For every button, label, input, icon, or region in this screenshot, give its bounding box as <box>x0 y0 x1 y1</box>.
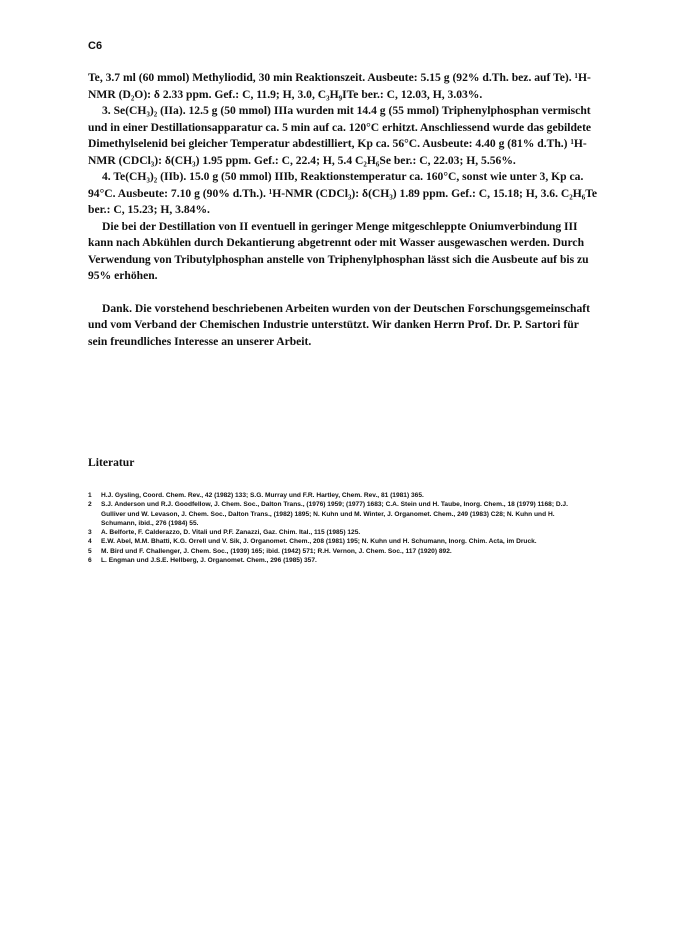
reference-number: 1 <box>88 492 92 499</box>
reference-item <box>88 556 588 565</box>
paragraph-continuation: Te, 3.7 ml (60 mmol) Methyliodid, 30 min Reaktionszeit. Ausbeute: 5.15 g (92% d.Th. bez. auf Te). ¹H-NMR (D₂O): δ 2.33 ppm. Gef.: C, 11.9; H, 3.0, C₃H₉ITe ber.: C, 12.03, H, 3.03%. <box>88 71 591 101</box>
reference-number: 2 <box>88 501 92 509</box>
reference-number: 5 <box>88 547 92 555</box>
reference-number: 6 <box>88 557 92 565</box>
reference-item <box>88 528 588 537</box>
reference-item <box>88 500 588 528</box>
reference-text: M. Bird und F. Challenger, J. Chem. Soc., (1939) 165; ibid. (1942) 571; R.H. Vernon, J. Chem. Soc., 117 (1920) 892. <box>101 547 452 555</box>
literature-heading: Literatur <box>88 456 135 469</box>
reference-list <box>88 491 588 565</box>
paragraph-experiment-4: 4. Te(CH₃)₂ (IIb). 15.0 g (50 mmol) IIIb, Reaktionstemperatur ca. 160°C, sonst wie unter 3, Kp ca. 94°C. Ausbeute: 7.10 g (90% d.Th.). ¹H-NMR (CDCl₃): δ(CH₃) 1.89 ppm. Gef.: C, 15.18; H, 3.6. C₂H₆Te ber.: C, 15.23; H, 3.84%. <box>88 170 598 216</box>
reference-number: 3 <box>88 529 92 537</box>
reference-text: S.J. Anderson und R.J. Goodfellow, J. Chem. Soc., Dalton Trans., (1976) 1959; (1977) 1683; C.A. Stein und H. Taube, Inorg. Chem., 18 (1979) 1168; D.J. Gulliver und W. Levason, J. Chem. Soc., Dalton Trans., (1982) 1895; N. Kuhn und M. Winter, J. Organomet. Chem., 249 (1983) C28; N. Kuhn und H. Schumann, ibid., 276 (1984) 55. <box>101 501 568 527</box>
paragraph-note: Die bei der Destillation von II eventuell in geringer Menge mitgeschleppte Oniumverbindung III kann nach Abkühlen durch Dekantierung abgetrennt oder mit Wasser ausgewaschen werden. Durch Verwendung von Tributylphosphan anstelle von Triphenylphosphan lässt sich die Ausbeute auf bis zu 95% erhöhen. <box>88 219 589 282</box>
reference-item <box>88 537 588 546</box>
reference-number: 4 <box>88 538 92 546</box>
reference-item <box>88 491 588 500</box>
reference-text: H.J. Gysling, Coord. Chem. Rev., 42 (1982) 133; S.G. Murray und F.R. Hartley, Chem. Rev., 81 (1981) 365. <box>101 492 424 499</box>
body-text <box>88 70 600 350</box>
reference-text: A. Belforte, F. Calderazzo, D. Vitali und P.F. Zanazzi, Gaz. Chim. Ital., 115 (1985) 125. <box>101 529 361 537</box>
reference-text: E.W. Abel, M.M. Bhatti, K.G. Orrell und V. Sik, J. Organomet. Chem., 208 (1981) 195; N. Kuhn und H. Schumann, Inorg. Chim. Acta, im Druck. <box>101 538 537 546</box>
reference-text: L. Engman und J.S.E. Hellberg, J. Organomet. Chem., 296 (1985) 357. <box>101 557 317 565</box>
reference-item <box>88 547 588 556</box>
paragraph-acknowledgement: Dank. Die vorstehend beschriebenen Arbeiten wurden von der Deutschen Forschungsgemeinschaft und vom Verband der Chemischen Industrie unterstützt. Wir danken Herrn Prof. Dr. P. Sartori für sein freundliches Interesse an unserer Arbeit. <box>88 301 591 348</box>
paragraph-experiment-3: 3. Se(CH₃)₂ (IIa). 12.5 g (50 mmol) IIIa wurden mit 14.4 g (55 mmol) Triphenylphosphan vermischt und in einer Destillationsapparatur ca. 5 min auf ca. 120°C erhitzt. Anschliessend wurde das gebildete Dimethylselenid bei gleicher Temperatur abdestilliert, Kp ca. 56°C. Ausbeute: 4.40 g (81% d.Th.) ¹H-NMR (CDCl₃): δ(CH₃) 1.95 ppm. Gef.: C, 22.4; H, 5.4 C₂H₆Se ber.: C, 22.03; H, 5.56%. <box>88 104 592 167</box>
page-id: C6 <box>88 40 103 52</box>
